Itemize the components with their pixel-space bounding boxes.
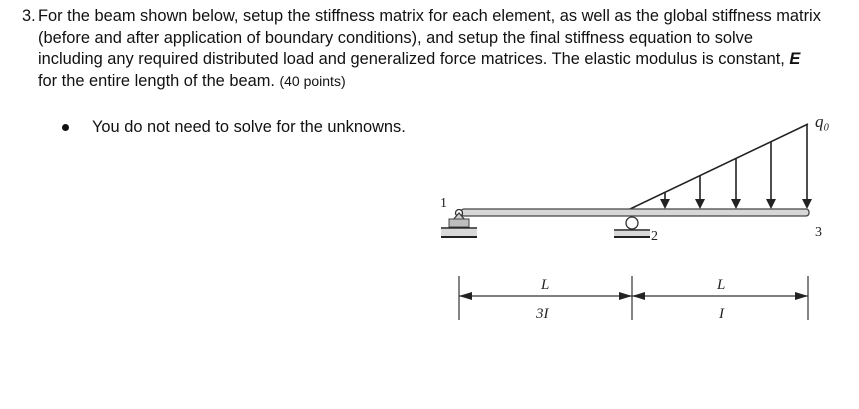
load-arrows [665,125,807,204]
roller-support-node-2 [614,217,650,237]
beam [461,209,809,216]
problem-number: 3. [22,7,36,25]
points-label: (40 points) [279,72,346,89]
problem-text-end: for the entire length of the beam. [38,71,275,90]
node-label-3: 3 [815,225,822,240]
load-line [628,124,808,210]
span-1-inertia: 3I [536,306,549,322]
distributed-load [628,112,830,210]
span-1-length: L [541,277,550,293]
span-2-inertia: I [719,306,724,322]
span-2-length: L [717,277,726,293]
elastic-modulus-symbol: E [789,50,801,68]
load-label: q₀ [815,112,830,131]
dimension-lines [459,276,808,320]
bullet-text: You do not need to solve for the unknowns. [92,118,406,136]
load-arrowheads [660,199,812,209]
node-label-2: 2 [651,229,658,244]
problem-text: For the beam shown below, setup the stiffness matrix for each element, as well as the global stiffness matrix (before and after application of boundary conditions), and setup the final stiffness equation to solve including any required distributed load and generalized force matrices. The elastic modulus is constant, [38,7,821,68]
node-label-1: 1 [440,196,447,211]
